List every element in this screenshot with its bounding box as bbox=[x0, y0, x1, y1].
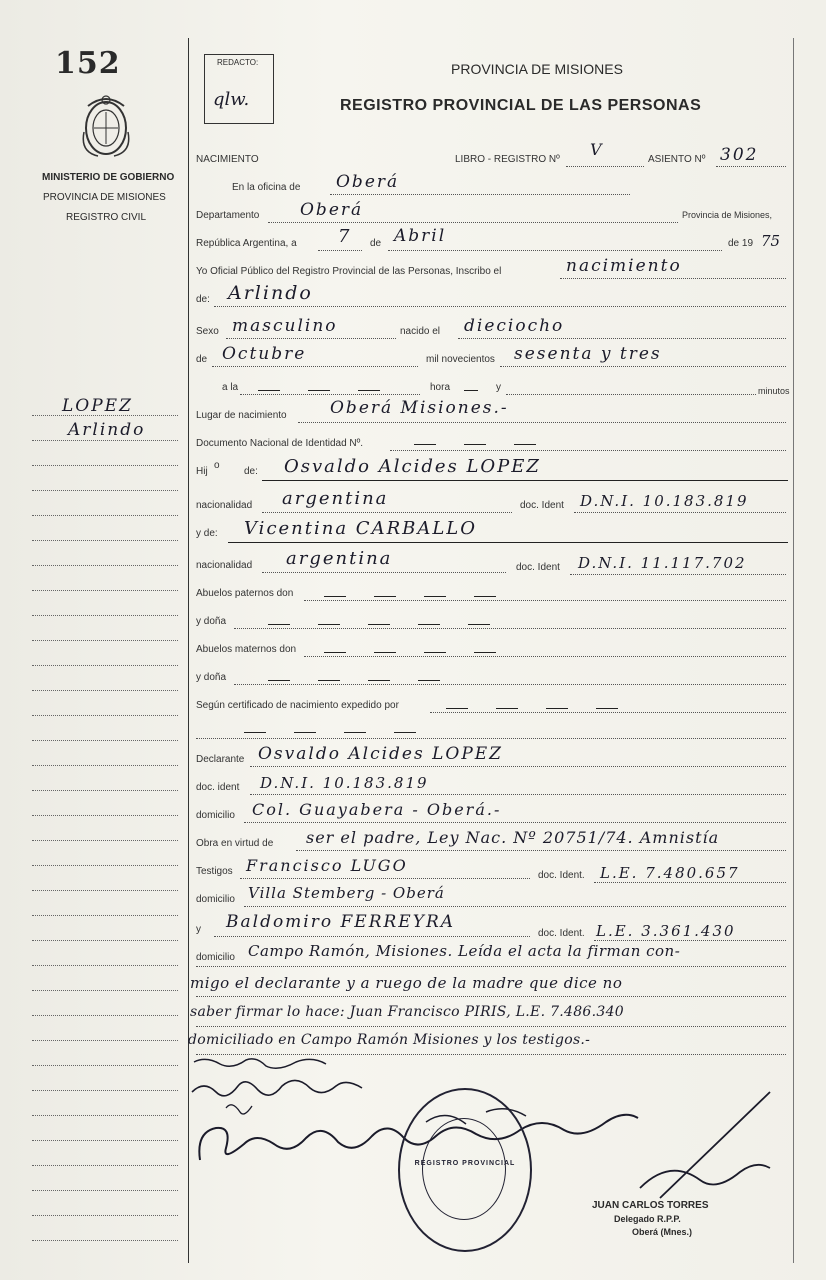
testigo1-value: Francisco LUGO bbox=[246, 856, 408, 875]
y-label: y bbox=[496, 382, 501, 393]
y-de-label: y de: bbox=[196, 528, 218, 539]
padre-doc-value: D.N.I. 10.183.819 bbox=[580, 492, 749, 510]
t1-doc-value: L.E. 7.480.657 bbox=[600, 864, 740, 882]
decl-doc-label: doc. ident bbox=[196, 782, 240, 793]
de2-label: de bbox=[196, 354, 208, 365]
oficina-value: Oberá bbox=[336, 172, 400, 192]
republica-label: República Argentina, a bbox=[196, 238, 297, 249]
abuelos-mat-dashes bbox=[310, 644, 510, 662]
domicilio-value: Col. Guayabera - Oberá.- bbox=[252, 800, 502, 819]
t2-doc-label: doc. Ident. bbox=[538, 928, 585, 939]
asiento-value: 302 bbox=[720, 145, 759, 165]
dona-dashes bbox=[254, 616, 504, 634]
nacimiento-label: NACIMIENTO bbox=[196, 154, 259, 165]
anio-label: de 19 bbox=[728, 238, 754, 249]
official-stamp bbox=[398, 1088, 532, 1252]
folio-number: 152 bbox=[55, 46, 121, 81]
note-line-4: domiciliado en Campo Ramón Misiones y los testigos.- bbox=[188, 1032, 591, 1048]
asiento-label: ASIENTO Nº bbox=[648, 154, 706, 165]
nacido-label: nacido el bbox=[400, 326, 441, 337]
oficina-label: En la oficina de bbox=[232, 182, 301, 193]
province-label: PROVINCIA DE MISIONES bbox=[43, 192, 166, 203]
sexo-value: masculino bbox=[232, 316, 338, 336]
redacto-label: REDACTO: bbox=[217, 58, 259, 67]
dni-label: Documento Nacional de Identidad Nº. bbox=[196, 438, 364, 449]
certificado-label: Según certificado de nacimiento expedido por bbox=[196, 700, 399, 711]
note-line-2: migo el declarante y a ruego de la madre que dice no bbox=[190, 974, 623, 992]
lugar-value: Oberá Misiones.- bbox=[330, 398, 509, 418]
note-line-1: Campo Ramón, Misiones. Leída el acta la firman con- bbox=[248, 942, 681, 960]
a-la-label: a la bbox=[222, 382, 239, 393]
abuelos-mat-label: Abuelos maternos don bbox=[196, 644, 297, 655]
y-dona-label: y doña bbox=[196, 616, 227, 627]
anio-nac-value: sesenta y tres bbox=[514, 344, 662, 364]
official-signature-drawing bbox=[620, 1088, 780, 1208]
stamp-text: REGISTRO PROVINCIAL bbox=[414, 1160, 516, 1167]
docid2-label: doc. Ident bbox=[516, 562, 560, 573]
signer-name: JUAN CARLOS TORRES bbox=[592, 1200, 709, 1211]
testigo2-value: Baldomiro FERREYRA bbox=[226, 912, 456, 932]
t1-dom-value: Villa Stemberg - Oberá bbox=[248, 884, 445, 902]
y-dona2-label: y doña bbox=[196, 672, 227, 683]
obra-label: Obra en virtud de bbox=[196, 838, 274, 849]
registry-label: REGISTRO CIVIL bbox=[66, 212, 147, 223]
inscribo-value: nacimiento bbox=[566, 256, 682, 276]
anio-value: 75 bbox=[761, 232, 781, 250]
signer-title: Delegado R.P.P. bbox=[614, 1214, 681, 1224]
madre-doc-value: D.N.I. 11.117.702 bbox=[578, 554, 747, 572]
madre-underline bbox=[228, 542, 788, 543]
obra-value: ser el padre, Ley Nac. Nº 20751/74. Amnistía bbox=[306, 828, 720, 847]
padre-value: Osvaldo Alcides LOPEZ bbox=[284, 456, 541, 477]
declarante-value: Osvaldo Alcides LOPEZ bbox=[258, 744, 503, 764]
abuelos-pat-dashes bbox=[310, 588, 510, 606]
oficial-label: Yo Oficial Público del Registro Provincial de las Personas, Inscribo el bbox=[196, 266, 502, 277]
provincia-label: Provincia de Misiones, bbox=[682, 210, 773, 220]
nac2-value: argentina bbox=[286, 548, 393, 569]
libro-label: LIBRO - REGISTRO Nº bbox=[455, 154, 560, 165]
y2-label: y bbox=[196, 924, 201, 935]
libro-value: V bbox=[590, 140, 604, 159]
testigos-label: Testigos bbox=[196, 866, 233, 877]
certificado-dashes-2 bbox=[230, 724, 430, 742]
dia-value: 7 bbox=[338, 226, 352, 247]
dni-dashes bbox=[400, 436, 550, 454]
padre-underline bbox=[262, 480, 788, 481]
departamento-label: Departamento bbox=[196, 210, 260, 221]
decl-doc-value: D.N.I. 10.183.819 bbox=[260, 774, 429, 792]
nac2-label: nacionalidad bbox=[196, 560, 253, 571]
hora-label: hora bbox=[430, 382, 451, 393]
mes-nac-value: Octubre bbox=[222, 344, 307, 364]
t2-doc-value: L.E. 3.361.430 bbox=[596, 922, 736, 940]
coat-of-arms-icon bbox=[78, 92, 134, 160]
margin-firstname: Arlindo bbox=[68, 420, 146, 440]
mil-label: mil novecientos bbox=[426, 354, 495, 365]
lugar-label: Lugar de nacimiento bbox=[196, 410, 287, 421]
nacido-value: dieciocho bbox=[464, 316, 565, 336]
domicilio-label: domicilio bbox=[196, 810, 235, 821]
hijo-suffix: o bbox=[214, 460, 220, 471]
header-province: PROVINCIA DE MISIONES bbox=[451, 61, 623, 77]
de-nombre-label: de: bbox=[196, 294, 210, 305]
departamento-value: Oberá bbox=[300, 200, 364, 220]
redacto-box bbox=[204, 54, 274, 124]
t1-doc-label: doc. Ident. bbox=[538, 870, 585, 881]
de-label: de bbox=[370, 238, 382, 249]
header-title: REGISTRO PROVINCIAL DE LAS PERSONAS bbox=[340, 97, 702, 114]
nac1-value: argentina bbox=[282, 488, 389, 509]
hijo-label: Hij bbox=[196, 466, 208, 477]
domicilio2-label: domicilio bbox=[196, 894, 235, 905]
domicilio3-label: domicilio bbox=[196, 952, 235, 963]
redacto-value: qlw. bbox=[213, 89, 250, 110]
docid-label: doc. Ident bbox=[520, 500, 564, 511]
madre-value: Vicentina CARBALLO bbox=[244, 518, 478, 539]
note-line-3: saber firmar lo hace: Juan Francisco PIRIS, L.E. 7.486.340 bbox=[190, 1004, 625, 1020]
dona2-dashes bbox=[254, 672, 454, 690]
signer-place: Oberá (Mnes.) bbox=[632, 1227, 693, 1237]
de3-label: de: bbox=[244, 466, 258, 477]
abuelos-pat-label: Abuelos paternos don bbox=[196, 588, 294, 599]
ministry-label: MINISTERIO DE GOBIERNO bbox=[42, 172, 175, 183]
minutos-label: minutos bbox=[758, 386, 790, 396]
right-border bbox=[793, 38, 794, 1263]
declarante-label: Declarante bbox=[196, 754, 245, 765]
certificado-dashes bbox=[432, 700, 632, 718]
margin-surname: LOPEZ bbox=[62, 396, 133, 416]
nombre-value: Arlindo bbox=[228, 282, 313, 304]
sexo-label: Sexo bbox=[196, 326, 219, 337]
mes-value: Abril bbox=[394, 226, 447, 246]
nac1-label: nacionalidad bbox=[196, 500, 253, 511]
